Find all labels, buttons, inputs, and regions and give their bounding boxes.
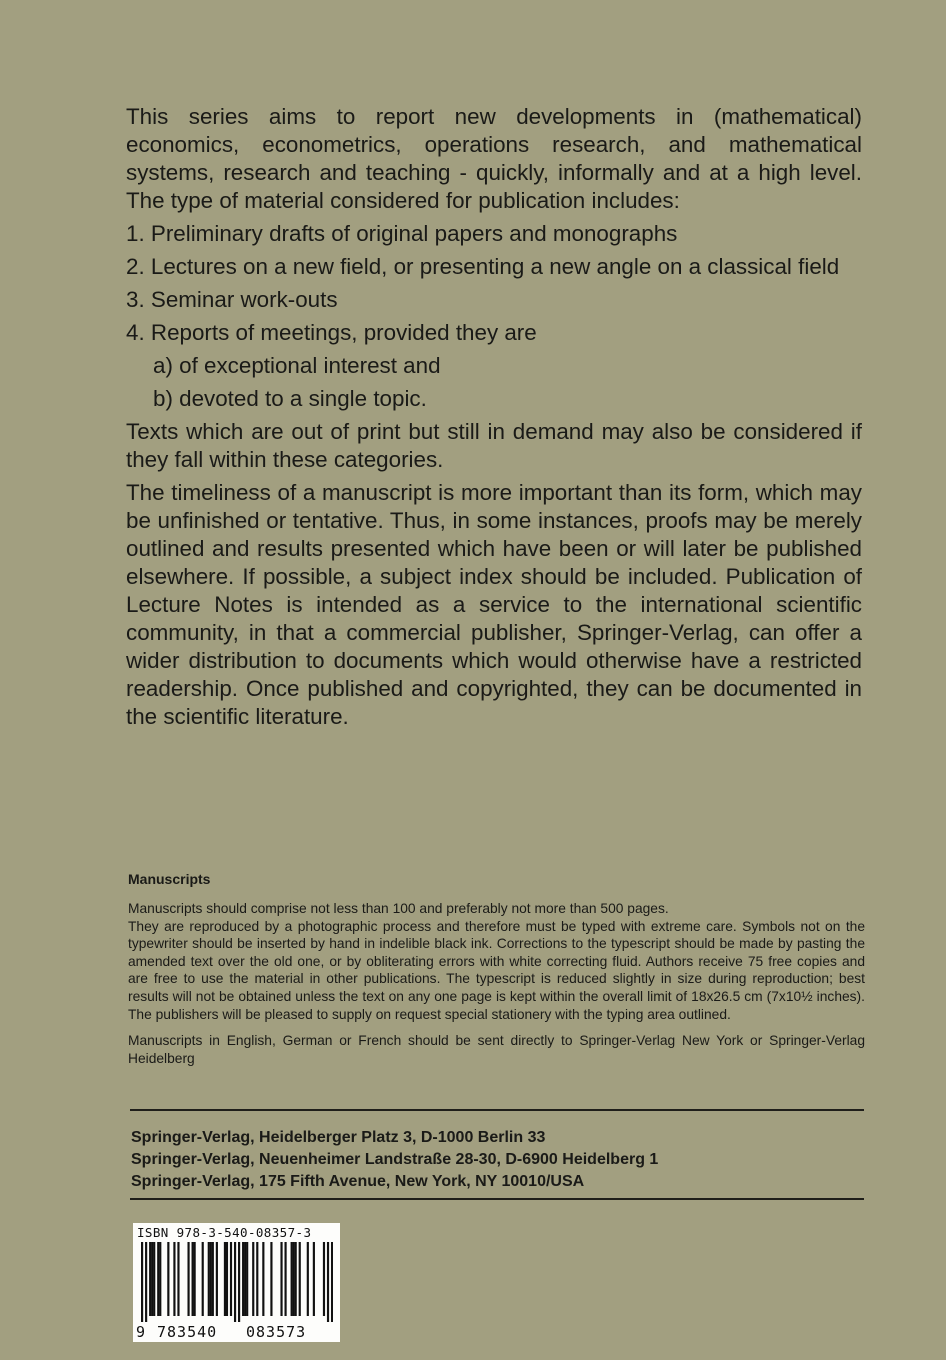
manuscripts-heading: Manuscripts bbox=[128, 871, 211, 887]
barcode-bar bbox=[167, 1242, 169, 1316]
barcode-bar bbox=[238, 1242, 240, 1322]
barcode-bar bbox=[226, 1242, 228, 1316]
barcode-bar bbox=[252, 1242, 254, 1316]
barcode-bar bbox=[244, 1242, 246, 1316]
barcode-bar bbox=[224, 1242, 226, 1316]
barcode-bar bbox=[230, 1242, 232, 1316]
list-item: 1. Preliminary drafts of original papers and monographs bbox=[126, 221, 678, 246]
barcode-digits-right: 083573 bbox=[246, 1323, 307, 1341]
barcode-bar bbox=[270, 1242, 272, 1316]
barcode-bar bbox=[256, 1242, 258, 1316]
barcode-bar bbox=[246, 1242, 248, 1316]
barcode-bar bbox=[157, 1242, 159, 1316]
barcode-bar bbox=[177, 1242, 179, 1316]
barcode-digits-left: 783540 bbox=[157, 1323, 218, 1341]
barcode-bars bbox=[141, 1242, 333, 1322]
barcode-bar bbox=[299, 1242, 301, 1316]
barcode-bar bbox=[153, 1242, 155, 1316]
address-berlin: Springer-Verlag, Heidelberger Platz 3, D-1000 Berlin 33 bbox=[131, 1129, 546, 1146]
barcode-bar bbox=[331, 1242, 333, 1322]
barcode-bar bbox=[145, 1242, 147, 1322]
barcode-bar bbox=[202, 1242, 204, 1316]
list-item: 3. Seminar work-outs bbox=[126, 287, 338, 312]
timeliness-paragraph: The timeliness of a manuscript is more important than its form, which may be unfinished or tentative. Thus, in some instances, proofs may be merely outlined and results presented which have been or will later be published elsewhere. If possible, a subject index should be included. Publication of Lecture Notes is intended as a service to the international scientific community, in that a commercial publisher, Springer-Verlag, can offer a wider distribution to documents which would otherwise have a restricted readership. Once published and copyrighted, they can be documented in the scientific literature. bbox=[126, 480, 862, 729]
out-of-print-paragraph: Texts which are out of print but still in demand may also be considered if they fall within these categories. bbox=[126, 419, 862, 472]
barcode-bar bbox=[284, 1242, 286, 1316]
barcode-bar bbox=[307, 1242, 309, 1316]
series-description bbox=[126, 103, 862, 731]
barcode-bar bbox=[216, 1242, 218, 1316]
sub-list-item: a) of exceptional interest and bbox=[153, 353, 441, 378]
list-item: 2. Lectures on a new field, or presenting a new angle on a classical field bbox=[126, 254, 840, 279]
barcode-bar bbox=[187, 1242, 189, 1316]
barcode-bar bbox=[149, 1242, 151, 1316]
barcode-bar bbox=[210, 1242, 212, 1316]
top-divider bbox=[130, 1109, 864, 1111]
barcode-bar bbox=[173, 1242, 175, 1316]
manuscripts-section bbox=[128, 870, 865, 1067]
barcode-bar bbox=[291, 1242, 293, 1316]
barcode-bar bbox=[194, 1242, 196, 1316]
barcode-bar bbox=[295, 1242, 297, 1316]
address-new-york: Springer-Verlag, 175 Fifth Avenue, New York, NY 10010/USA bbox=[131, 1173, 585, 1190]
barcode-bar bbox=[151, 1242, 153, 1316]
isbn-label: ISBN 978-3-540-08357-3 bbox=[137, 1225, 312, 1240]
barcode-bar bbox=[141, 1242, 143, 1322]
address-heidelberg: Springer-Verlag, Neuenheimer Landstraße 28-30, D-6900 Heidelberg 1 bbox=[131, 1151, 659, 1168]
barcode-bar bbox=[262, 1242, 264, 1316]
barcode-bar bbox=[313, 1242, 315, 1316]
isbn-barcode bbox=[133, 1223, 340, 1342]
list-item: 4. Reports of meetings, provided they are bbox=[126, 320, 537, 345]
barcode-bar bbox=[323, 1242, 325, 1316]
bottom-divider bbox=[130, 1198, 864, 1200]
language-instructions: Manuscripts in English, German or French should be sent directly to Springer-Verlag New York or Springer-Verlag Heidelberg bbox=[128, 1033, 865, 1066]
barcode-bar bbox=[159, 1242, 161, 1316]
publisher-addresses bbox=[131, 1127, 861, 1193]
intro-paragraph: This series aims to report new developments in (mathematical) economics, econometrics, operations research, and mathematical systems, research and teaching - quickly, informally and at a high level. The type of material considered for publication includes: bbox=[126, 104, 862, 213]
barcode-first-digit: 9 bbox=[136, 1323, 147, 1341]
barcode-bar bbox=[208, 1242, 210, 1316]
barcode-bar bbox=[212, 1242, 214, 1316]
page-count-text: Manuscripts should comprise not less than 100 and preferably not more than 500 pages. bbox=[128, 901, 669, 916]
barcode-bar bbox=[327, 1242, 329, 1322]
barcode-bar bbox=[280, 1242, 282, 1316]
typing-instructions: They are reproduced by a photographic process and therefore must be typed with extreme care. Symbols not on the typewriter should be inserted by hand in indelible black ink. Corrections to the typescript should be made by pasting the amended text over the old one, or by obliterating errors with white correcting fluid. Authors receive 75 free copies and are free to use the material in other publications. The typescript is reduced slightly in size during reproduction; best results will not be obtained unless the text on any one page is kept within the overall limit of 18x26.5 cm (7x10½ inches). The publishers will be pleased to supply on request special stationery with the typing area outlined. bbox=[128, 918, 865, 1022]
barcode-bar bbox=[192, 1242, 194, 1316]
sub-list-item: b) devoted to a single topic. bbox=[153, 386, 427, 411]
barcode-bar bbox=[234, 1242, 236, 1322]
barcode-bar bbox=[242, 1242, 244, 1316]
barcode-bar bbox=[293, 1242, 295, 1316]
